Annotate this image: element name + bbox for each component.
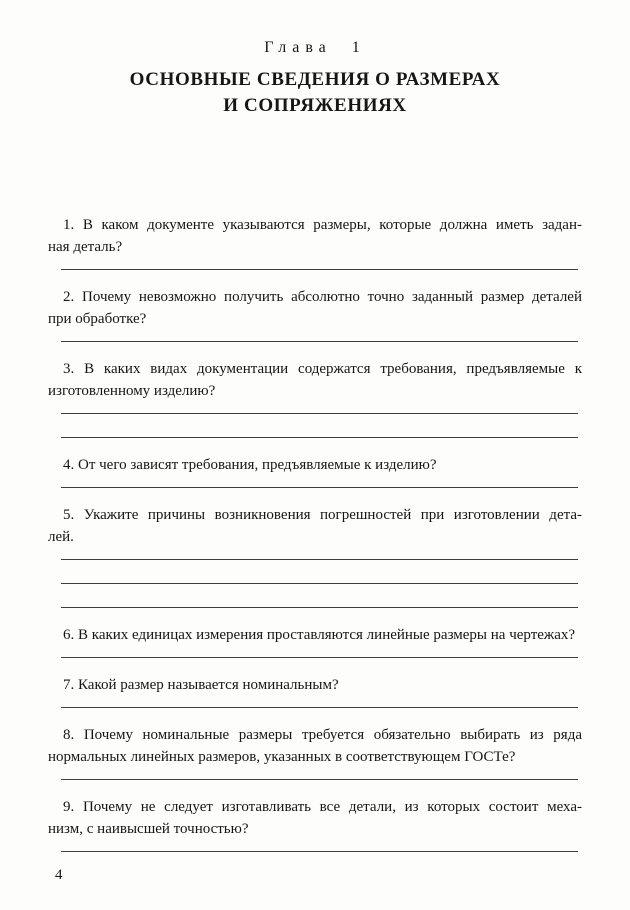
question-text-line: 7. Какой размер называется номинальным? [63,677,339,693]
title-line-1: ОСНОВНЫЕ СВЕДЕНИЯ О РАЗМЕРАХ [129,69,501,90]
page-number: 4 [55,867,63,883]
question-item [48,624,582,658]
question-text-line: 4. От чего зависят требования, предъявляемые к изделию? [63,457,437,473]
answer-blank-line [61,583,578,584]
question-item [48,358,582,438]
question-text-line: при обработке? [48,311,147,327]
answer-blank-line [61,437,578,438]
question-text-line: 3. В каких видах документации содержатся требования, предъявляемые к [63,361,582,377]
question-text-line: ная деталь? [48,239,123,255]
title-line-2: И СОПРЯЖЕНИЯХ [223,95,407,116]
question-text-line: 1. В каком документе указываются размеры, которые должна иметь задан- [63,217,582,233]
answer-blank-line [61,487,578,488]
chapter-label: Глава 1 [264,39,366,56]
answer-blank-line [61,657,578,658]
answer-blank-line [61,559,578,560]
question-text-line: 6. В каких единицах измерения проставляются линейные размеры на чертежах? [63,627,576,643]
answer-blank-line [61,341,578,342]
answer-blank-line [61,779,578,780]
question-item [48,674,582,708]
answer-blank-line [61,851,578,852]
question-item [48,454,582,488]
answer-blank-line [61,269,578,270]
question-item [48,504,582,608]
question-item [48,724,582,780]
answer-blank-line [61,707,578,708]
question-text-line: изготовленному изделию? [48,383,216,399]
question-item [48,286,582,342]
questions-list [48,214,582,852]
question-item [48,214,582,270]
question-text-line: лей. [48,529,74,545]
answer-blank-line [61,413,578,414]
question-text-line: 5. Укажите причины возникновения погрешностей при изготовлении дета- [63,507,582,523]
question-item [48,796,582,852]
question-text-line: низм, с наивысшей точностью? [48,821,249,837]
question-text-line: 8. Почему номинальные размеры требуется обязательно выбирать из ряда [63,727,582,743]
page-title [48,67,582,119]
question-text-line: нормальных линейных размеров, указанных в соответствующем ГОСТе? [48,749,516,765]
question-text-line: 9. Почему не следует изготавливать все детали, из которых состоит меха- [63,799,582,815]
question-text-line: 2. Почему невозможно получить абсолютно точно заданный размер деталей [63,289,582,305]
answer-blank-line [61,607,578,608]
